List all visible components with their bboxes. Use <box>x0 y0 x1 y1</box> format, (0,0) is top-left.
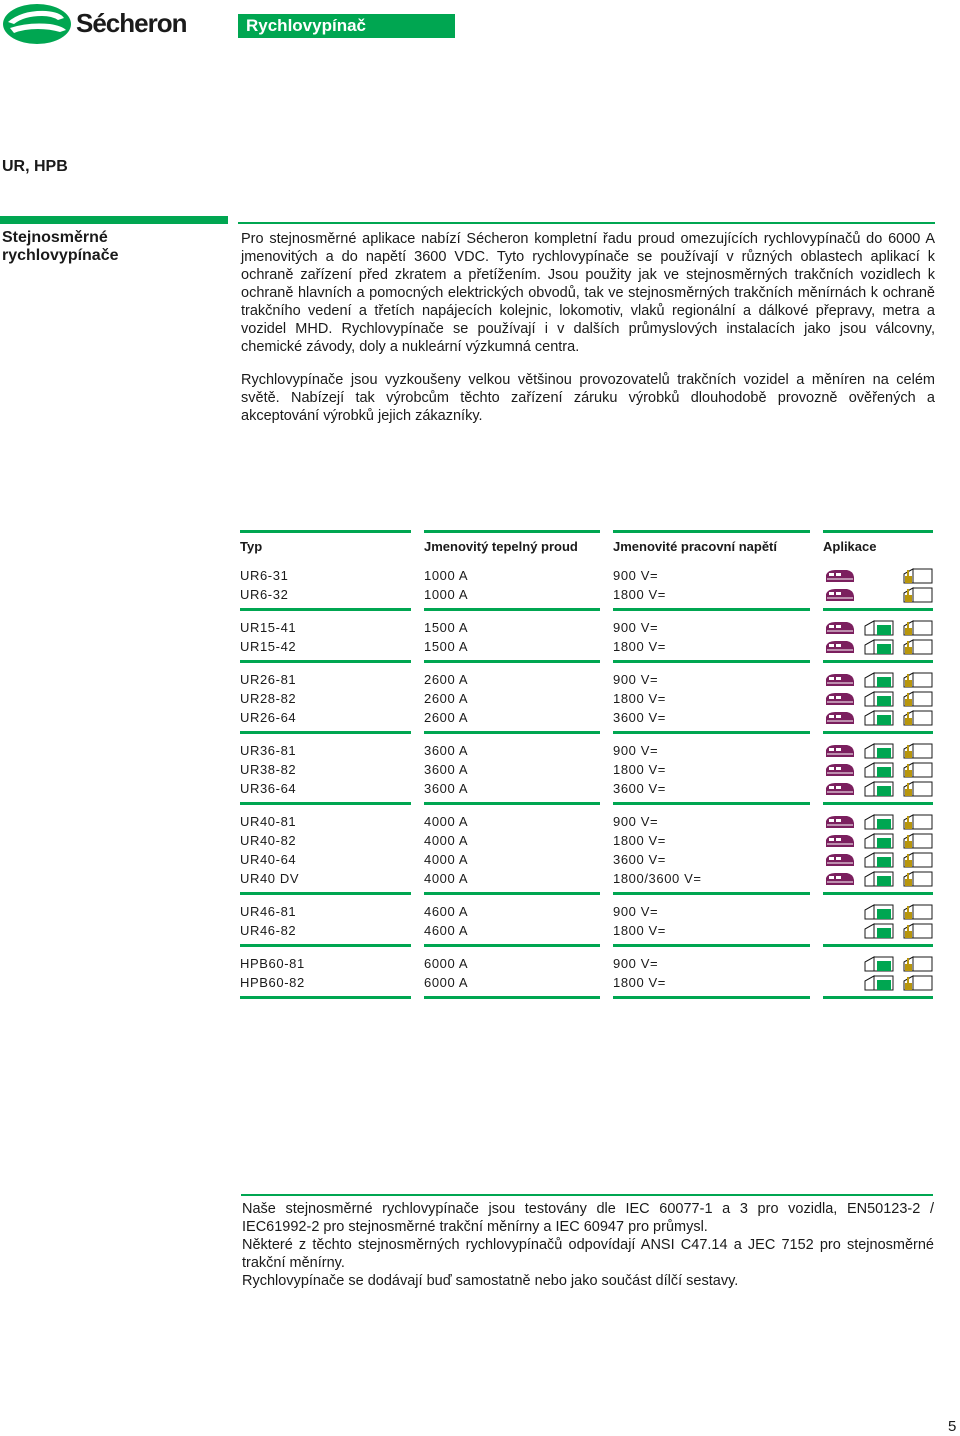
group-divider <box>613 892 810 895</box>
substation-icon <box>864 922 894 944</box>
substation-icon <box>864 780 894 802</box>
header-rule <box>424 530 600 533</box>
type-cell: UR6-32 <box>240 587 289 602</box>
current-cell: 1500 A <box>424 639 469 654</box>
type-cell: UR6-31 <box>240 568 289 583</box>
type-cell: UR40-82 <box>240 833 297 848</box>
industry-icon <box>903 638 933 660</box>
current-cell: 4000 A <box>424 852 469 867</box>
industry-icon <box>903 709 933 731</box>
type-cell: UR38-82 <box>240 762 297 777</box>
type-cell: UR36-81 <box>240 743 297 758</box>
standards-note <box>242 1200 934 1290</box>
type-cell: UR40 DV <box>240 871 300 886</box>
section-title: Rychlovypínač <box>246 16 366 35</box>
industry-icon <box>903 780 933 802</box>
industry-icon <box>903 974 933 996</box>
current-cell: 3600 A <box>424 781 469 796</box>
group-divider <box>424 608 600 611</box>
brand-name: Sécheron <box>76 8 187 38</box>
section-tab-bar <box>0 216 228 224</box>
current-cell: 2600 A <box>424 710 469 725</box>
group-divider <box>823 608 933 611</box>
type-cell: UR46-82 <box>240 923 297 938</box>
group-divider <box>424 802 600 805</box>
intro-divider <box>238 222 935 224</box>
secheron-logo <box>2 2 202 46</box>
industry-icon <box>903 586 933 608</box>
voltage-cell: 1800 V= <box>613 762 666 777</box>
current-cell: 4000 A <box>424 871 469 886</box>
substation-icon <box>864 638 894 660</box>
header-rule <box>613 530 810 533</box>
group-divider <box>424 660 600 663</box>
voltage-cell: 1800 V= <box>613 691 666 706</box>
group-divider <box>823 944 933 947</box>
secheron-logo-icon <box>2 2 74 46</box>
group-divider <box>240 892 411 895</box>
current-cell: 3600 A <box>424 762 469 777</box>
header-rule <box>823 530 933 533</box>
type-cell: UR28-82 <box>240 691 297 706</box>
side-label: Stejnosměrné rychlovypínače <box>2 229 119 264</box>
group-divider <box>424 731 600 734</box>
type-cell: UR26-81 <box>240 672 297 687</box>
substation-icon <box>864 870 894 892</box>
header-rule <box>240 530 411 533</box>
group-divider <box>613 660 810 663</box>
type-cell: UR26-64 <box>240 710 297 725</box>
train-vehicle-icon <box>825 638 855 660</box>
group-divider <box>240 802 411 805</box>
current-cell: 6000 A <box>424 956 469 971</box>
current-cell: 1500 A <box>424 620 469 635</box>
group-divider <box>240 660 411 663</box>
voltage-cell: 3600 V= <box>613 710 666 725</box>
type-cell: UR15-41 <box>240 620 297 635</box>
header-type: Typ <box>240 539 263 554</box>
group-divider <box>424 944 600 947</box>
industry-icon <box>903 922 933 944</box>
voltage-cell: 1800 V= <box>613 833 666 848</box>
industry-icon <box>903 870 933 892</box>
current-cell: 4000 A <box>424 814 469 829</box>
group-divider <box>240 608 411 611</box>
intro-paragraph-1: Pro stejnosměrné aplikace nabízí Sécheron kompletní řadu proud omezujících rychlovypínačů do 6000 A jmenovitých a do napětí 3600 VDC. Tyto rychlovypínače se používají v různých oblastech aplikací k ochraně zařízení před zkratem a přetížením. Jsou použity jak ve stejnosměrných trakčních vozidlech k ochraně hlavních a pomocných elektrických obvodů, tak ve stejnosměrných trakčních měnírnách k ochraně trakčního vedení a třetích napájecích kolejnic, lokomotiv, vlaků regionální a dálkové přepravy, metra a vozidel MHD. Rychlovypínače se používají i v dalších průmyslových instalacích jako jsou válcovny, chemické závody, doly a nukleární výzkumná centra. <box>241 231 935 355</box>
current-cell: 4600 A <box>424 904 469 919</box>
current-cell: 4000 A <box>424 833 469 848</box>
voltage-cell: 900 V= <box>613 620 659 635</box>
voltage-cell: 1800/3600 V= <box>613 871 702 886</box>
current-cell: 3600 A <box>424 743 469 758</box>
current-cell: 1000 A <box>424 568 469 583</box>
note-line-2: Některé z těchto stejnosměrných rychlovypínačů odpovídají ANSI C47.14 a JEC 7152 pro stejnosměrné trakční měnírny. <box>242 1237 934 1271</box>
group-divider <box>613 944 810 947</box>
current-cell: 6000 A <box>424 975 469 990</box>
group-divider <box>823 996 933 999</box>
substation-icon <box>864 974 894 996</box>
group-divider <box>240 731 411 734</box>
voltage-cell: 900 V= <box>613 672 659 687</box>
group-divider <box>613 996 810 999</box>
header-application: Aplikace <box>823 539 877 554</box>
voltage-cell: 3600 V= <box>613 781 666 796</box>
type-cell: UR15-42 <box>240 639 297 654</box>
header-current: Jmenovitý tepelný proud <box>424 539 578 554</box>
type-cell: HPB60-82 <box>240 975 305 990</box>
type-cell: HPB60-81 <box>240 956 305 971</box>
train-vehicle-icon <box>825 870 855 892</box>
current-cell: 2600 A <box>424 672 469 687</box>
group-divider <box>424 996 600 999</box>
type-cell: UR40-81 <box>240 814 297 829</box>
group-divider <box>823 892 933 895</box>
voltage-cell: 900 V= <box>613 904 659 919</box>
page-number: 5 <box>948 1418 957 1435</box>
type-cell: UR40-64 <box>240 852 297 867</box>
voltage-cell: 900 V= <box>613 568 659 583</box>
group-divider <box>424 892 600 895</box>
group-divider <box>823 802 933 805</box>
section-header <box>238 14 455 38</box>
header-voltage: Jmenovité pracovní napětí <box>613 539 777 554</box>
voltage-cell: 1800 V= <box>613 639 666 654</box>
substation-icon <box>864 709 894 731</box>
voltage-cell: 1800 V= <box>613 975 666 990</box>
group-divider <box>613 608 810 611</box>
group-divider <box>240 996 411 999</box>
group-divider <box>823 660 933 663</box>
group-divider <box>823 731 933 734</box>
product-code: UR, HPB <box>2 158 68 175</box>
group-divider <box>613 802 810 805</box>
train-vehicle-icon <box>825 586 855 608</box>
current-cell: 2600 A <box>424 691 469 706</box>
voltage-cell: 900 V= <box>613 956 659 971</box>
group-divider <box>240 944 411 947</box>
current-cell: 4600 A <box>424 923 469 938</box>
voltage-cell: 1800 V= <box>613 587 666 602</box>
train-vehicle-icon <box>825 709 855 731</box>
note-divider <box>241 1194 933 1196</box>
note-line-1: Naše stejnosměrné rychlovypínače jsou testovány dle IEC 60077-1 a 3 pro vozidla, EN50123-2 / IEC61992-2 pro stejnosměrné trakční měnírny a IEC 60947 pro průmysl. <box>242 1201 934 1235</box>
train-vehicle-icon <box>825 780 855 802</box>
voltage-cell: 900 V= <box>613 743 659 758</box>
voltage-cell: 900 V= <box>613 814 659 829</box>
type-cell: UR36-64 <box>240 781 297 796</box>
note-line-3: Rychlovypínače se dodávají buď samostatně nebo jako součást dílčí sestavy. <box>242 1273 739 1289</box>
voltage-cell: 3600 V= <box>613 852 666 867</box>
current-cell: 1000 A <box>424 587 469 602</box>
intro-paragraph-2: Rychlovypínače jsou vyzkoušeny velkou většinou provozovatelů trakčních vozidel a měníren na celém světě. Nabízejí tak výrobcům těchto zařízení záruku výrobků dlouhodobě provozně ověřených a akceptování výrobků jejich zákazníky. <box>241 372 935 424</box>
voltage-cell: 1800 V= <box>613 923 666 938</box>
type-cell: UR46-81 <box>240 904 297 919</box>
group-divider <box>613 731 810 734</box>
